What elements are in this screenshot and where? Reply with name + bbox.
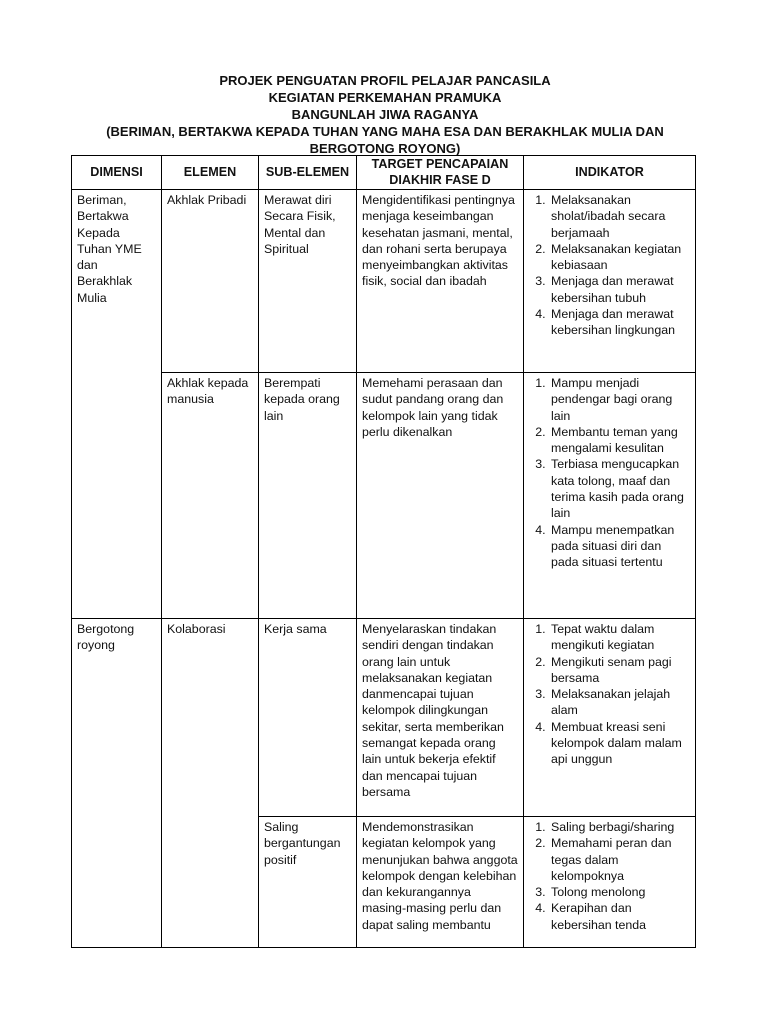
title-line-1: PROJEK PENGUATAN PROFIL PELAJAR PANCASILA (219, 73, 551, 88)
indikator-cell (524, 619, 696, 817)
document-title-block (70, 72, 700, 157)
indikator-cell (524, 817, 696, 948)
indikator-cell (524, 373, 696, 619)
table-header-row (72, 156, 696, 190)
elemen-cell: Akhlak kepada manusia (162, 373, 259, 619)
list-item: 1. Tepat waktu dalam mengikuti kegiatan (549, 621, 691, 654)
sub-elemen-cell: Kerja sama (259, 619, 357, 817)
header-target: TARGET PENCAPAIAN DIAKHIR FASE D (357, 156, 524, 190)
target-cell: Memehami perasaan dan sudut pandang orang dan kelompok lain yang tidak perlu dikenalkan (357, 373, 524, 619)
table-row (72, 373, 696, 619)
list-item: 3. Melaksanakan jelajah alam (549, 686, 691, 719)
elemen-cell: Kolaborasi (162, 619, 259, 948)
list-item: 4. Membuat kreasi seni kelompok dalam malam api unggun (549, 719, 691, 768)
sub-elemen-cell: Saling bergantungan positif (259, 817, 357, 948)
header-dimensi: DIMENSI (72, 156, 162, 190)
list-item: 1. Mampu menjadi pendengar bagi orang lain (549, 375, 691, 424)
list-item: 2. Membantu teman yang mengalami kesulitan (549, 424, 691, 457)
sub-elemen-cell: Merawat diri Secara Fisik, Mental dan Spiritual (259, 190, 357, 373)
list-item: 2. Mengikuti senam pagi bersama (549, 654, 691, 687)
indikator-list (530, 819, 691, 933)
profile-table (71, 155, 696, 948)
elemen-cell: Akhlak Pribadi (162, 190, 259, 373)
title-line-2: KEGIATAN PERKEMAHAN PRAMUKA (268, 90, 502, 105)
title-line-5: BERGOTONG ROYONG) (309, 141, 461, 156)
list-item: 4. Mampu menempatkan pada situasi diri dan pada situasi tertentu (549, 522, 691, 571)
header-elemen: ELEMEN (162, 156, 259, 190)
table-row (72, 190, 696, 373)
title-line-3: BANGUNLAH JIWA RAGANYA (291, 107, 479, 122)
list-item: 2. Melaksanakan kegiatan kebiasaan (549, 241, 691, 274)
sub-elemen-cell: Berempati kepada orang lain (259, 373, 357, 619)
list-item: 3. Menjaga dan merawat kebersihan tubuh (549, 273, 691, 306)
dimensi-cell: Beriman, Bertakwa Kepada Tuhan YME dan Berakhlak Mulia (72, 190, 162, 619)
list-item: 1. Saling berbagi/sharing (549, 819, 691, 835)
list-item: 4. Kerapihan dan kebersihan tenda (549, 900, 691, 933)
table-row (72, 619, 696, 817)
list-item: 1. Melaksanakan sholat/ibadah secara berjamaah (549, 192, 691, 241)
dimensi-cell: Bergotong royong (72, 619, 162, 948)
indikator-list (530, 375, 691, 571)
indikator-cell (524, 190, 696, 373)
list-item: 3. Tolong menolong (549, 884, 691, 900)
list-item: 3. Terbiasa mengucapkan kata tolong, maaf dan terima kasih pada orang lain (549, 456, 691, 521)
title-line-4: (BERIMAN, BERTAKWA KEPADA TUHAN YANG MAHA ESA DAN BERAKHLAK MULIA DAN (106, 124, 664, 139)
target-cell: Mengidentifikasi pentingnya menjaga keseimbangan kesehatan jasmani, mental, dan rohani serta berupaya menyeimbangkan aktivitas fisik, social dan ibadah (357, 190, 524, 373)
target-cell: Mendemonstrasikan kegiatan kelompok yang menunjukan bahwa anggota kelompok dengan kelebihan dan kekurangannya masing-masing perlu dan dapat saling membantu (357, 817, 524, 948)
target-cell: Menyelaraskan tindakan sendiri dengan tindakan orang lain untuk melaksanakan kegiatan danmencapai tujuan kelompok dilingkungan sekitar, serta memberikan semangat kepada orang lain untuk bekerja efektif dan mencapai tujuan bersama (357, 619, 524, 817)
list-item: 4. Menjaga dan merawat kebersihan lingkungan (549, 306, 691, 339)
header-indikator: INDIKATOR (524, 156, 696, 190)
list-item: 2. Memahami peran dan tegas dalam kelompoknya (549, 835, 691, 884)
indikator-list (530, 192, 691, 339)
header-sub-elemen: SUB-ELEMEN (259, 156, 357, 190)
indikator-list (530, 621, 691, 768)
